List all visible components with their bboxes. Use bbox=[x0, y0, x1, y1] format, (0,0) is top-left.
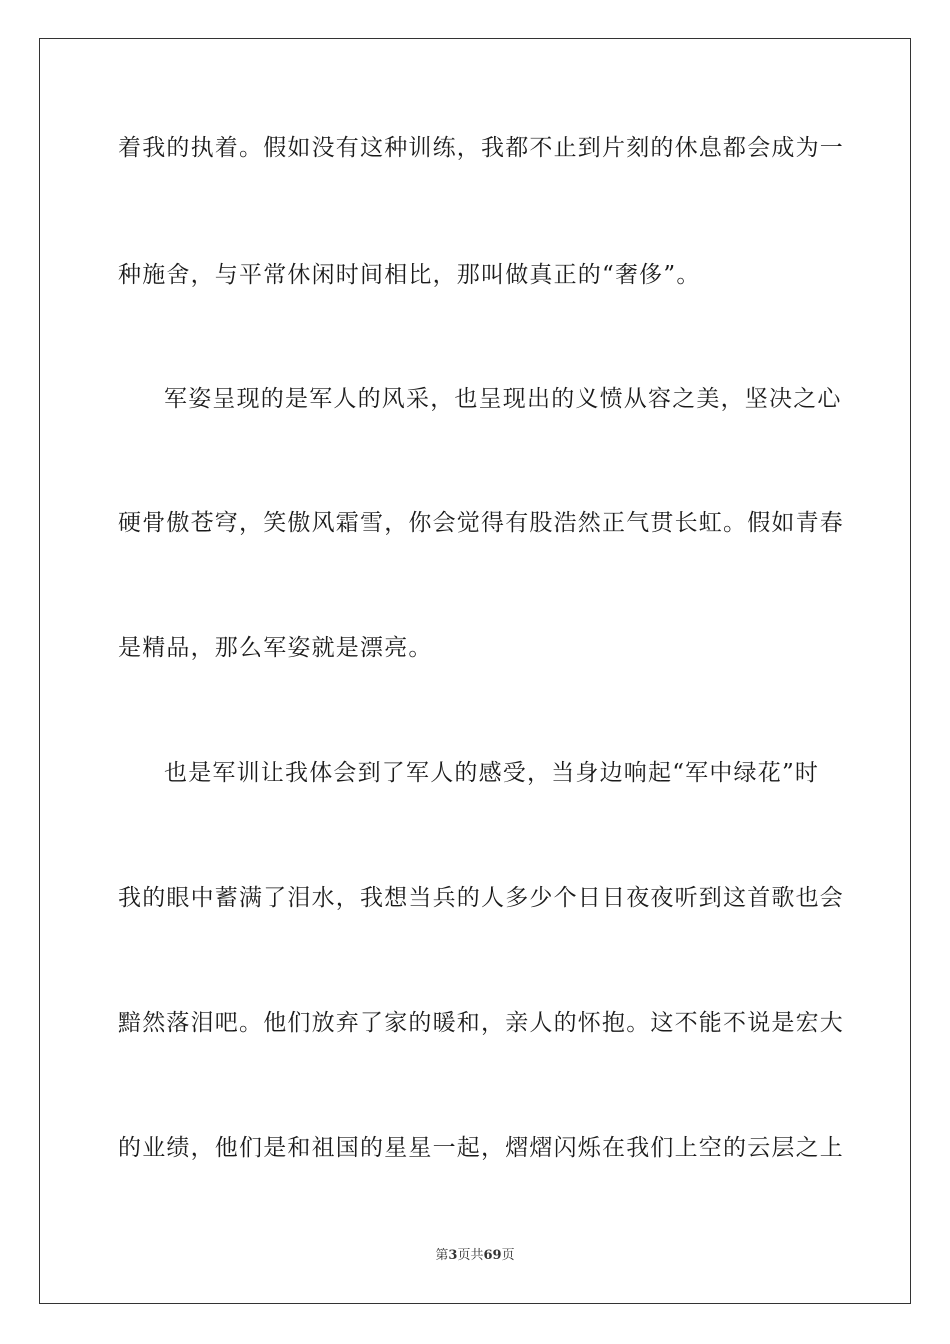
text-line-7: 我的眼中蓄满了泪水，我想当兵的人多少个日日夜夜听到这首歌也会 bbox=[118, 885, 844, 911]
page-border bbox=[39, 38, 911, 1304]
text-line-5: 是精品，那么军姿就是漂亮。 bbox=[118, 635, 433, 661]
page-suffix: 页 bbox=[457, 1248, 471, 1263]
page-number: 3 bbox=[448, 1248, 458, 1263]
text-line-2: 种施舍，与平常休闲时间相比，那叫做真正的“奢侈”。 bbox=[118, 262, 701, 288]
text-line-9: 的业绩，他们是和祖国的星星一起，熠熠闪烁在我们上空的云层之上 bbox=[118, 1135, 844, 1161]
text-line-6: 也是军训让我体会到了军人的感受，当身边响起“军中绿花”时 bbox=[164, 760, 820, 786]
total-suffix: 页 bbox=[501, 1248, 515, 1263]
text-line-1: 着我的执着。假如没有这种训练，我都不止到片刻的休息都会成为一 bbox=[118, 135, 844, 161]
page-footer bbox=[0, 1247, 950, 1265]
total-prefix: 共 bbox=[470, 1248, 484, 1263]
text-line-3: 军姿呈现的是军人的风采，也呈现出的义愤从容之美，坚决之心 bbox=[164, 386, 842, 412]
text-line-4: 硬骨傲苍穹，笑傲风霜雪，你会觉得有股浩然正气贯长虹。假如青春 bbox=[118, 510, 844, 536]
page-prefix: 第 bbox=[435, 1248, 449, 1263]
total-pages: 69 bbox=[483, 1248, 502, 1263]
text-line-8: 黯然落泪吧。他们放弃了家的暖和，亲人的怀抱。这不能不说是宏大 bbox=[118, 1010, 844, 1036]
